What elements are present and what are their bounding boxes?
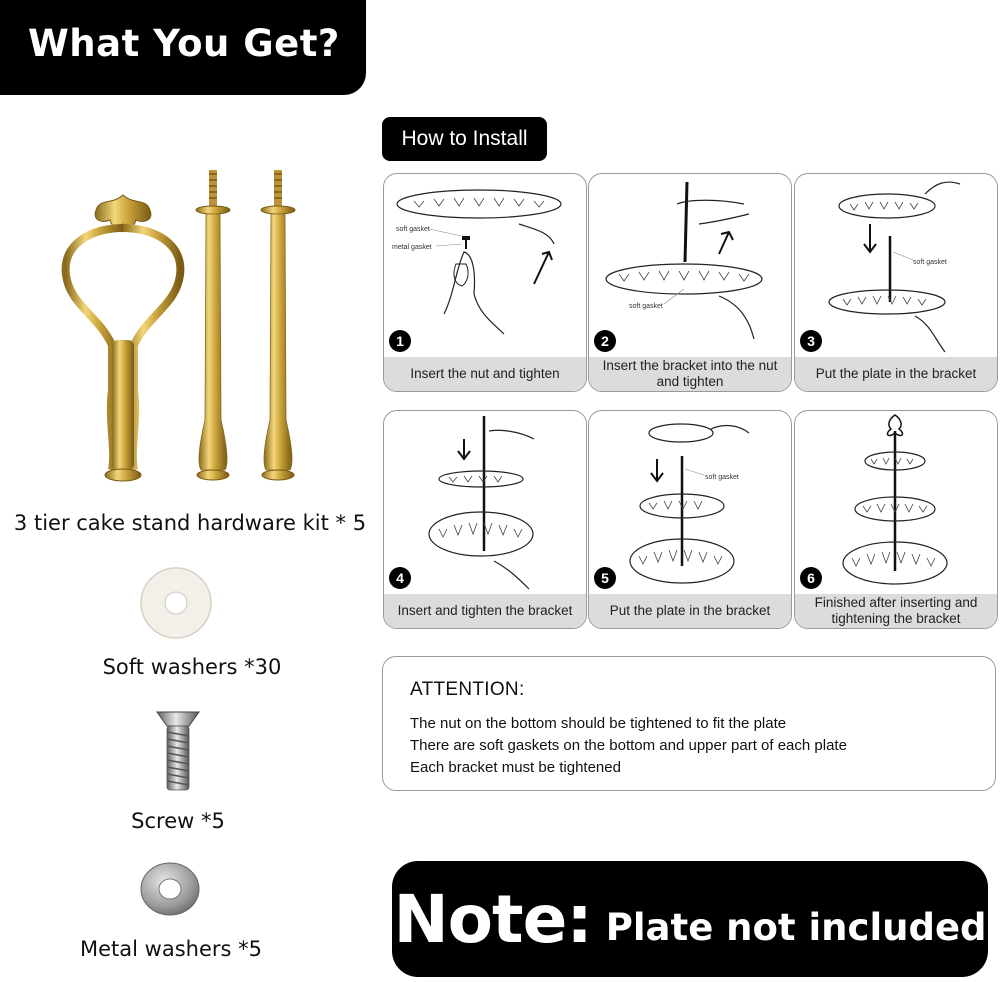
step-1-note-soft: soft gasket bbox=[396, 226, 430, 233]
attention-line: There are soft gaskets on the bottom and upper part of each plate bbox=[410, 737, 847, 754]
step-6-number: 6 bbox=[800, 567, 822, 589]
step-3-number: 3 bbox=[800, 330, 822, 352]
page-title: What You Get? bbox=[28, 22, 340, 65]
step-5-note-soft: soft gasket bbox=[705, 474, 739, 481]
step-3-illustration-icon bbox=[795, 174, 997, 357]
step-2-number: 2 bbox=[594, 330, 616, 352]
install-step-6 bbox=[794, 410, 998, 629]
step-1-number: 1 bbox=[389, 330, 411, 352]
screw-icon bbox=[155, 708, 201, 794]
metal-washer-label: Metal washers *5 bbox=[80, 937, 262, 961]
step-5-number: 5 bbox=[594, 567, 616, 589]
step-4-illustration-icon bbox=[384, 411, 586, 594]
hardware-kit-icon bbox=[0, 150, 380, 520]
step-5-illustration-icon bbox=[589, 411, 791, 594]
note-label: Note: bbox=[393, 880, 592, 958]
step-1-caption: Insert the nut and tighten bbox=[384, 357, 586, 391]
step-2-caption: Insert the bracket into the nut and tighten bbox=[589, 357, 791, 391]
step-6-caption: Finished after inserting and tightening the bracket bbox=[795, 594, 997, 628]
install-step-2 bbox=[588, 173, 792, 392]
header-banner bbox=[0, 0, 366, 95]
step-5-caption: Put the plate in the bracket bbox=[589, 594, 791, 628]
hardware-kit-image bbox=[0, 150, 380, 520]
step-4-caption: Insert and tighten the bracket bbox=[384, 594, 586, 628]
install-step-4 bbox=[383, 410, 587, 629]
note-text: Plate not included bbox=[605, 905, 987, 949]
install-step-5 bbox=[588, 410, 792, 629]
step-2-illustration-icon bbox=[589, 174, 791, 357]
note-banner bbox=[392, 861, 988, 977]
step-6-illustration-icon bbox=[795, 411, 997, 594]
install-step-1 bbox=[383, 173, 587, 392]
hardware-kit-label: 3 tier cake stand hardware kit * 5 bbox=[13, 511, 367, 535]
attention-title: ATTENTION: bbox=[410, 679, 525, 700]
install-step-3 bbox=[794, 173, 998, 392]
soft-washer-label: Soft washers *30 bbox=[102, 655, 282, 679]
attention-line: The nut on the bottom should be tightened to fit the plate bbox=[410, 715, 787, 732]
metal-washer-icon bbox=[138, 860, 202, 918]
attention-box bbox=[382, 656, 996, 791]
attention-line: Each bracket must be tightened bbox=[410, 759, 621, 776]
step-1-note-metal: metal gasket bbox=[392, 244, 432, 251]
how-to-install-label: How to Install bbox=[382, 117, 547, 161]
step-2-note-soft: soft gasket bbox=[629, 303, 663, 310]
step-1-illustration-icon bbox=[384, 174, 586, 357]
soft-washer-icon bbox=[138, 565, 214, 641]
step-3-note-soft: soft gasket bbox=[913, 259, 947, 266]
step-3-caption: Put the plate in the bracket bbox=[795, 357, 997, 391]
screw-label: Screw *5 bbox=[131, 809, 225, 833]
step-4-number: 4 bbox=[389, 567, 411, 589]
